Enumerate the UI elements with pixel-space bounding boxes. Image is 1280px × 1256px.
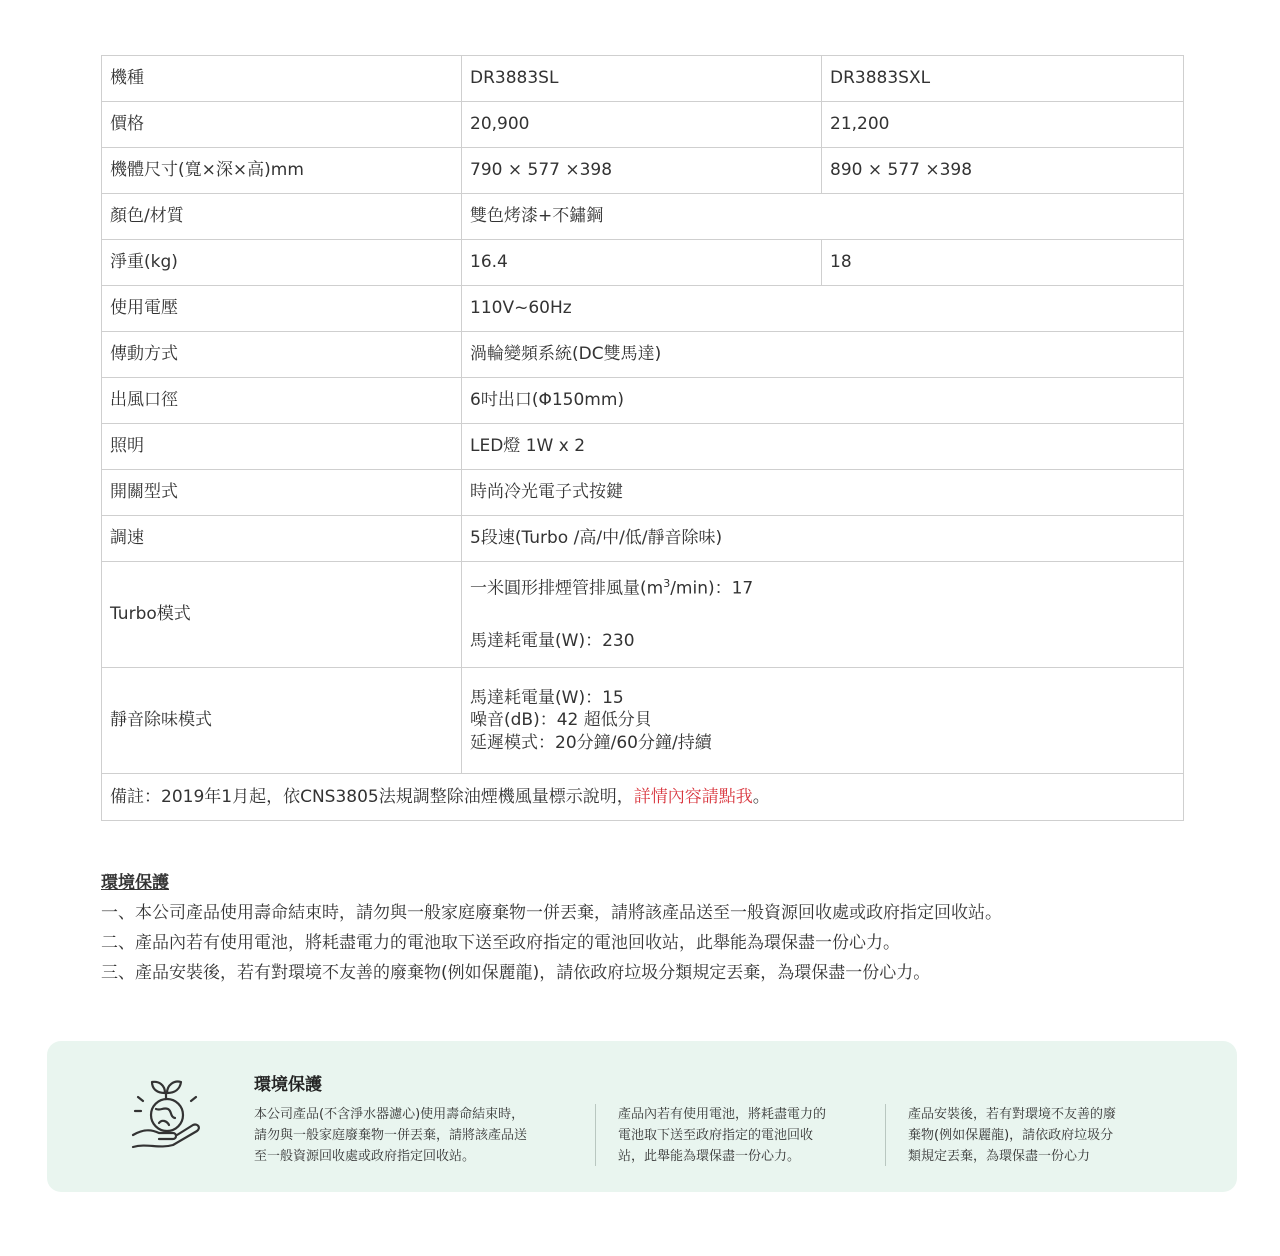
row-value: 890 × 577 ×398 — [822, 148, 1184, 194]
airflow-sup: 3 — [663, 577, 671, 591]
table-row — [102, 286, 1184, 332]
table-row — [102, 194, 1184, 240]
row-label: 機種 — [102, 56, 462, 102]
details-link[interactable]: 詳情內容請點我 — [633, 786, 753, 807]
divider — [595, 1104, 596, 1166]
row-value: DR3883SXL — [822, 56, 1184, 102]
environment-title: 環境保護 — [101, 873, 169, 893]
table-row — [102, 148, 1184, 194]
eco-line: 請勿與一般家庭廢棄物一併丟棄，請將該產品送 — [254, 1128, 528, 1143]
eco-line: 產品內若有使用電池，將耗盡電力的 — [618, 1107, 827, 1122]
note-end: 。 — [752, 786, 770, 807]
table-row — [102, 668, 1184, 774]
row-label: 機體尺寸(寬×深×高)mm — [102, 148, 462, 194]
row-label: 調速 — [102, 516, 462, 562]
table-row — [102, 378, 1184, 424]
eco-column — [908, 1104, 1168, 1167]
eco-column — [618, 1104, 868, 1167]
silent-noise: 噪音(dB)：42 超低分貝 — [470, 710, 652, 731]
eco-hand-globe-icon — [125, 1073, 209, 1157]
turbo-power: 馬達耗電量(W)：230 — [470, 630, 635, 651]
environment-line: 三、產品安裝後，若有對環境不友善的廢棄物(例如保麗龍)，請依政府垃圾分類規定丟棄，為環保盡一份心力。 — [101, 963, 931, 983]
eco-line: 產品安裝後，若有對環境不友善的廢 — [908, 1107, 1117, 1122]
row-label: 傳動方式 — [102, 332, 462, 378]
row-value: 6吋出口(Φ150mm) — [462, 378, 1184, 424]
row-value: 110V~60Hz — [462, 286, 1184, 332]
airflow-suffix: /min)：17 — [670, 578, 754, 599]
table-row — [102, 470, 1184, 516]
divider — [885, 1104, 886, 1166]
eco-line: 至一般資源回收處或政府指定回收站。 — [254, 1149, 476, 1164]
turbo-airflow — [470, 577, 1175, 600]
row-label: 顏色/材質 — [102, 194, 462, 240]
row-label: 出風口徑 — [102, 378, 462, 424]
row-value: 時尚冷光電子式按鍵 — [462, 470, 1184, 516]
environment-line: 二、產品內若有使用電池，將耗盡電力的電池取下送至政府指定的電池回收站，此舉能為環保盡一份心力。 — [101, 933, 900, 953]
row-label: 開關型式 — [102, 470, 462, 516]
silent-delay: 延遲模式：20分鐘/60分鐘/持續 — [470, 732, 712, 753]
eco-card — [47, 1041, 1237, 1192]
eco-line: 站，此舉能為環保盡一份心力。 — [618, 1149, 801, 1164]
environment-section — [101, 868, 1201, 988]
row-value: 5段速(Turbo /高/中/低/靜音除味) — [462, 516, 1184, 562]
row-label: 靜音除味模式 — [102, 668, 462, 774]
eco-column — [254, 1104, 574, 1167]
row-label: 照明 — [102, 424, 462, 470]
table-row-note — [102, 774, 1184, 821]
row-label: Turbo模式 — [102, 562, 462, 668]
row-value: 18 — [822, 240, 1184, 286]
note-text: 備註：2019年1月起，依CNS3805法規調整除油煙機風量標示說明， — [110, 786, 634, 807]
eco-line: 電池取下送至政府指定的電池回收 — [618, 1128, 814, 1143]
row-value: DR3883SL — [462, 56, 822, 102]
silent-values — [462, 668, 1184, 774]
table-row — [102, 516, 1184, 562]
row-value: 16.4 — [462, 240, 822, 286]
row-value: LED燈 1W x 2 — [462, 424, 1184, 470]
table-row — [102, 56, 1184, 102]
row-label: 使用電壓 — [102, 286, 462, 332]
eco-line: 棄物(例如保麗龍)，請依政府垃圾分 — [908, 1128, 1114, 1143]
row-value: 渦輪變頻系統(DC雙馬達) — [462, 332, 1184, 378]
row-label: 淨重(kg) — [102, 240, 462, 286]
table-row — [102, 424, 1184, 470]
silent-power: 馬達耗電量(W)：15 — [470, 688, 624, 709]
row-label: 價格 — [102, 102, 462, 148]
spec-table — [101, 55, 1184, 821]
eco-card-title: 環境保護 — [254, 1075, 322, 1095]
table-row — [102, 562, 1184, 668]
eco-line: 類規定丟棄，為環保盡一份心力 — [908, 1149, 1091, 1164]
environment-line: 一、本公司產品使用壽命結束時，請勿與一般家庭廢棄物一併丟棄，請將該產品送至一般資源回收處或政府指定回收站。 — [101, 903, 1002, 923]
table-row — [102, 240, 1184, 286]
spacer — [470, 600, 1175, 630]
row-value: 790 × 577 ×398 — [462, 148, 822, 194]
turbo-values — [462, 562, 1184, 668]
row-value: 20,900 — [462, 102, 822, 148]
eco-line: 本公司產品(不含淨水器濾心)使用壽命結束時， — [254, 1107, 525, 1122]
row-value: 雙色烤漆+不鏽鋼 — [462, 194, 1184, 240]
note-cell — [102, 774, 1184, 821]
table-row — [102, 102, 1184, 148]
table-row — [102, 332, 1184, 378]
airflow-prefix: 一米圓形排煙管排風量(m — [470, 578, 664, 599]
row-value: 21,200 — [822, 102, 1184, 148]
